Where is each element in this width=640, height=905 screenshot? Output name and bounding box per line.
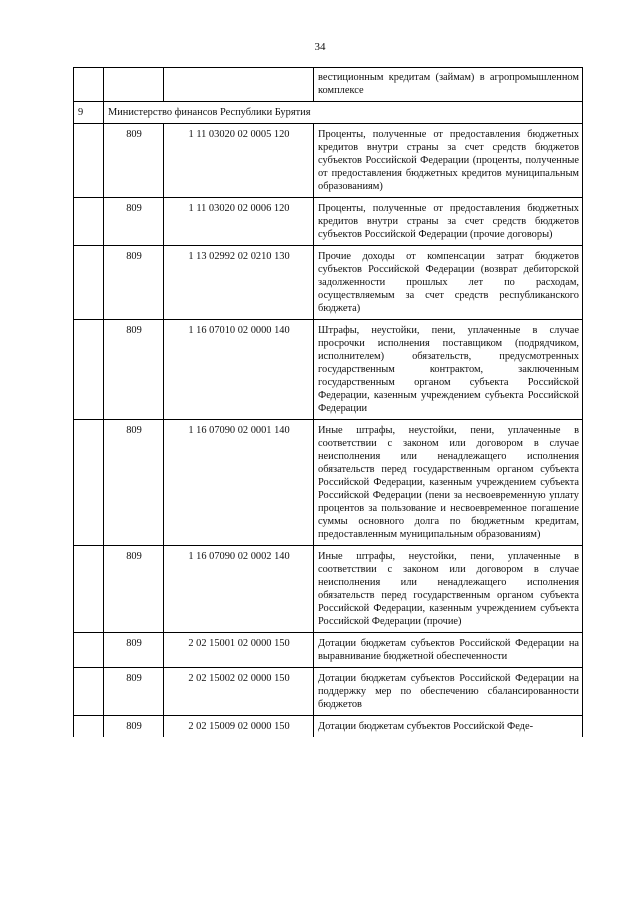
revenue-code: 1 11 03020 02 0005 120: [164, 124, 314, 198]
cell-number: [74, 124, 104, 198]
revenue-description: Иные штрафы, неустойки, пени, уплаченные в соответствии с законом или договором в случае неисполнения или ненадлежащего исполнения обязательств перед государственным органом субъекта Российской Федерации, казенным учреждением субъекта Российской Федерации (пени за несвоевременную уплату процентов за пользование и несвоевременное погашение суммы основного долга по бюджетным кредитам, предоставленным муниципальным образованиям): [314, 420, 583, 546]
cell-number: [74, 668, 104, 716]
admin-code: 809: [104, 246, 164, 320]
table-row: [74, 320, 583, 420]
revenue-code: 2 02 15001 02 0000 150: [164, 633, 314, 668]
section-header-row: [74, 102, 583, 124]
revenue-description: Проценты, полученные от предоставления бюджетных кредитов внутри страны за счет средств бюджетов субъектов Российской Федерации (проценты, полученные от предоставления бюджетных кредитов муниципальным образованиям): [314, 124, 583, 198]
cell-number: [74, 320, 104, 420]
table-row: [74, 124, 583, 198]
continuation-row: [74, 68, 583, 102]
section-title: Министерство финансов Республики Бурятия: [104, 102, 583, 124]
revenue-code: 1 16 07010 02 0000 140: [164, 320, 314, 420]
revenue-description: Штрафы, неустойки, пени, уплаченные в случае просрочки исполнения поставщиком (подрядчиком, исполнителем) обязательств, предусмотренных государственным контрактом, заключенным государственным органом субъекта Российской Федерации, казенным учреждением субъекта Российской Федерации: [314, 320, 583, 420]
table-row: [74, 198, 583, 246]
revenue-description: Прочие доходы от компенсации затрат бюджетов субъектов Российской Федерации (возврат дебиторской задолженности прошлых лет по расходам, осуществляемым за счет средств республиканского бюджета): [314, 246, 583, 320]
table-row: [74, 633, 583, 668]
cell-number: [74, 246, 104, 320]
cell-admin: [104, 68, 164, 102]
admin-code: 809: [104, 124, 164, 198]
revenue-description: Дотации бюджетам субъектов Российской Феде-: [314, 716, 583, 738]
revenue-description: Иные штрафы, неустойки, пени, уплаченные в соответствии с законом или договором в случае неисполнения или ненадлежащего исполнения обязательств перед государственным органом субъекта Российской Федерации, казенным учреждением субъекта Российской Федерации (прочие): [314, 546, 583, 633]
admin-code: 809: [104, 420, 164, 546]
revenue-description: Проценты, полученные от предоставления бюджетных кредитов внутри страны за счет средств бюджетов субъектов Российской Федерации (прочие договоры): [314, 198, 583, 246]
table-row: [74, 668, 583, 716]
revenue-code: 1 16 07090 02 0001 140: [164, 420, 314, 546]
cell-code: [164, 68, 314, 102]
table-row: [74, 246, 583, 320]
page-number: 34: [314, 41, 326, 53]
admin-code: 809: [104, 546, 164, 633]
revenue-code: 1 13 02992 02 0210 130: [164, 246, 314, 320]
continuation-description: вестиционным кредитам (займам) в агропромышленном комплексе: [314, 68, 583, 102]
section-number: 9: [74, 102, 104, 124]
admin-code: 809: [104, 198, 164, 246]
admin-code: 809: [104, 668, 164, 716]
admin-code: 809: [104, 716, 164, 738]
admin-code: 809: [104, 633, 164, 668]
revenue-code: 2 02 15009 02 0000 150: [164, 716, 314, 738]
revenue-description: Дотации бюджетам субъектов Российской Федерации на выравнивание бюджетной обеспеченности: [314, 633, 583, 668]
cell-number: [74, 633, 104, 668]
table-row: [74, 420, 583, 546]
revenue-codes-table: [73, 67, 583, 737]
revenue-code: 1 16 07090 02 0002 140: [164, 546, 314, 633]
cell-number: [74, 546, 104, 633]
revenue-description: Дотации бюджетам субъектов Российской Федерации на поддержку мер по обеспечению сбалансированности бюджетов: [314, 668, 583, 716]
table-body: [74, 68, 583, 738]
admin-code: 809: [104, 320, 164, 420]
cell-number: [74, 420, 104, 546]
table-row: [74, 546, 583, 633]
cell-number: [74, 716, 104, 738]
revenue-code: 1 11 03020 02 0006 120: [164, 198, 314, 246]
cell-number: [74, 198, 104, 246]
revenue-code: 2 02 15002 02 0000 150: [164, 668, 314, 716]
table-row: [74, 716, 583, 738]
cell-number: [74, 68, 104, 102]
